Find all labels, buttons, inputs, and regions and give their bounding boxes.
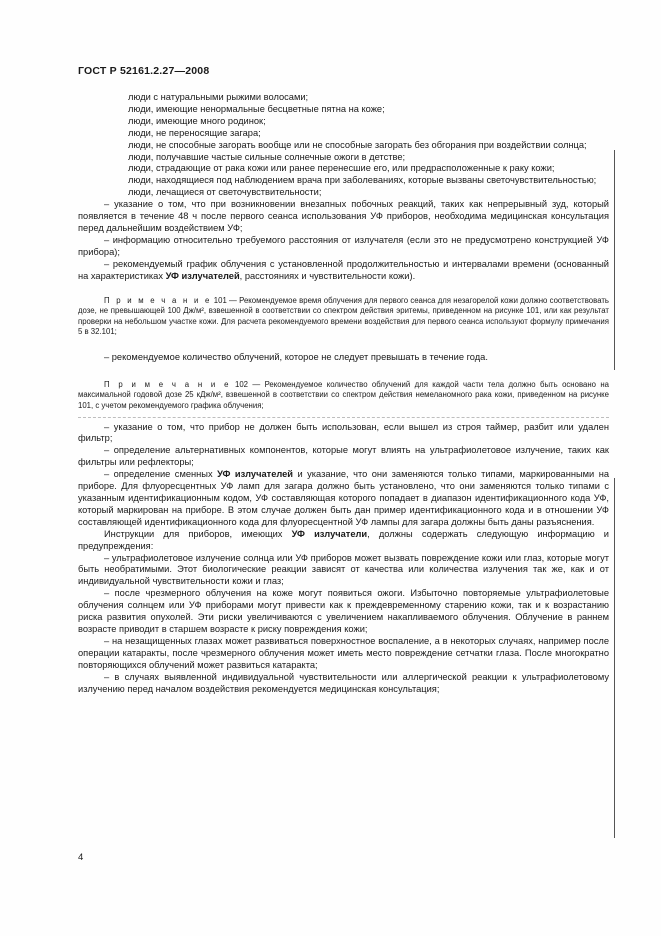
note-102 — [78, 380, 609, 412]
document-header: ГОСТ Р 52161.2.27—2008 — [78, 65, 210, 77]
note-101 — [78, 296, 609, 338]
page-content — [78, 92, 609, 695]
dash-item — [78, 469, 609, 529]
dash-item: – указание о том, что прибор не должен быть использован, если вышел из строя таймер, разбит или удален фильтр; — [78, 421, 609, 444]
text-fragment: – рекомендуемый график облучения с установленной продолжительностью и интервалами времени (основанный на характеристиках — [78, 258, 609, 281]
text-fragment: , должны содержать следующую информацию и предупреждения: — [78, 528, 610, 551]
dash-item: – ультрафиолетовое излучение солнца или УФ приборов может вызвать повреждение кожи или глаз, которые могут быть необратимыми. Этот биологические реакции зависят от качества или количества излучения так же, как и от индивидуальной чувствительности кожи и глаз; — [78, 552, 609, 587]
list-item: люди, имеющие много родинок; — [128, 115, 266, 126]
change-bar — [614, 478, 615, 838]
text-fragment: – определение сменных — [104, 469, 218, 480]
note-label: П р и м е ч а н и е — [104, 295, 212, 305]
text-fragment: и указание, что они заменяются только типами, маркированными на приборе. Для флуоресцентных УФ ламп для загара должно быть установлено, что они заменяются только типами с указанным идентификационным кодом, УФ составляющая которого попадает в диапазон идентификационного кода УФ, который маркирован на приборе. В этом случае должен быть дан пример идентификационного кода и в отношении УФ составляющей идентификационного кода для флуоресцентной УФ лампы для загара должны быть даны разъяснения. — [78, 469, 610, 527]
dash-item: – указание о том, что при возникновении внезапных побочных реакций, таких как непрерывный зуд, который появляется в течение 48 ч после первого сеанса использования УФ приборов, необходима медицинская консультация перед дальнейшим воздействием УФ; — [78, 199, 609, 233]
list-item: люди, лечащиеся от светочувствительности; — [128, 187, 322, 198]
bold-term: УФ излучателей — [165, 270, 240, 281]
bold-term: УФ излучателей — [217, 469, 294, 480]
dash-item — [78, 259, 609, 283]
note-label: П р и м е ч а н и е — [104, 379, 231, 389]
list-item: люди с натуральными рыжими волосами; — [128, 92, 309, 102]
instructions-paragraph — [78, 529, 609, 553]
dash-item: – определение альтернативных компонентов, которые могут влиять на ультрафиолетовое излучение, таких как фильтры или рефлекторы; — [78, 445, 609, 468]
dash-item: – информацию относительно требуемого расстояния от излучателя (если это не предусмотрено конструкцией УФ прибора); — [78, 234, 609, 257]
text-fragment: , расстояниях и чувствительности кожи). — [239, 270, 416, 281]
list-item: люди, находящиеся под наблюдением врача при заболеваниях, которые вызваны светочувствительностью; — [128, 175, 597, 186]
dash-item: – после чрезмерного облучения на коже могут появиться ожоги. Избыточно повторяемые ультрафиолетовые облучения солнцем или УФ приборами могут привести как к преждевременному старению кожи, так и к возрастанию риска развития опухолей. Эти риски увеличиваются с увеличением накапливаемого облучения. Облучение в раннем возрасте приводит в старшем возрасте к риску повреждения кожи; — [78, 588, 609, 634]
list-item: люди, страдающие от рака кожи или ранее перенесшие его, или предрасположенные к раку кожи; — [128, 163, 555, 174]
list-item: люди, не способные загорать вообще или не способные загорать без обгорания при воздействии солнца; — [128, 139, 587, 150]
list-item: люди, имеющие ненормальные бесцветные пятна на коже; — [128, 103, 385, 114]
dash-item: – рекомендуемое количество облучений, которое не следует превышать в течение года. — [104, 351, 488, 362]
note-text: 101 — Рекомендуемое время облучения для первого сеанса для незагорелой кожи должно соответствовать дозе, не превышающей 100 Дж/м², взвешенной в соответствии со спектром действия эритемы, приведенном на рисунке 101, или как результат проверки на небольшом участке кожи. Для расчета рекомендуемого времени воздействия для первого сеанса используют формулу примечания 5 в 32.101; — [78, 295, 609, 337]
note-text: 102 — Рекомендуемое количество облучений для каждой части тела должно быть основано на максимальной годовой дозе 25 кДж/м², взвешенной в соответствии со спектром действия немеланомного рака кожи, приведенном на рисунке 101, с учетом рекомендуемого графика облучения; — [78, 379, 610, 410]
list-item: люди, получавшие частые сильные солнечные ожоги в детстве; — [128, 151, 406, 162]
dash-item: – на незащищенных глазах может развиваться поверхностное воспаление, а в некоторых случаях, например после операции катаракты, после чрезмерного облучения может иметь место повреждение сетчатки глаза. После многократно повторяющихся облучений может развиться катаракта; — [78, 635, 609, 670]
list-item: люди, не переносящие загара; — [128, 127, 261, 138]
bold-term: УФ излучатели — [291, 528, 368, 539]
page-number: 4 — [78, 852, 84, 863]
dash-item: – в случаях выявленной индивидуальной чувствительности или аллергической реакции к ультрафиолетовому излучению перед началом воздействия рекомендуется медицинская консультация; — [78, 671, 609, 694]
change-bar — [614, 150, 615, 370]
text-fragment: Инструкции для приборов, имеющих — [104, 528, 292, 539]
